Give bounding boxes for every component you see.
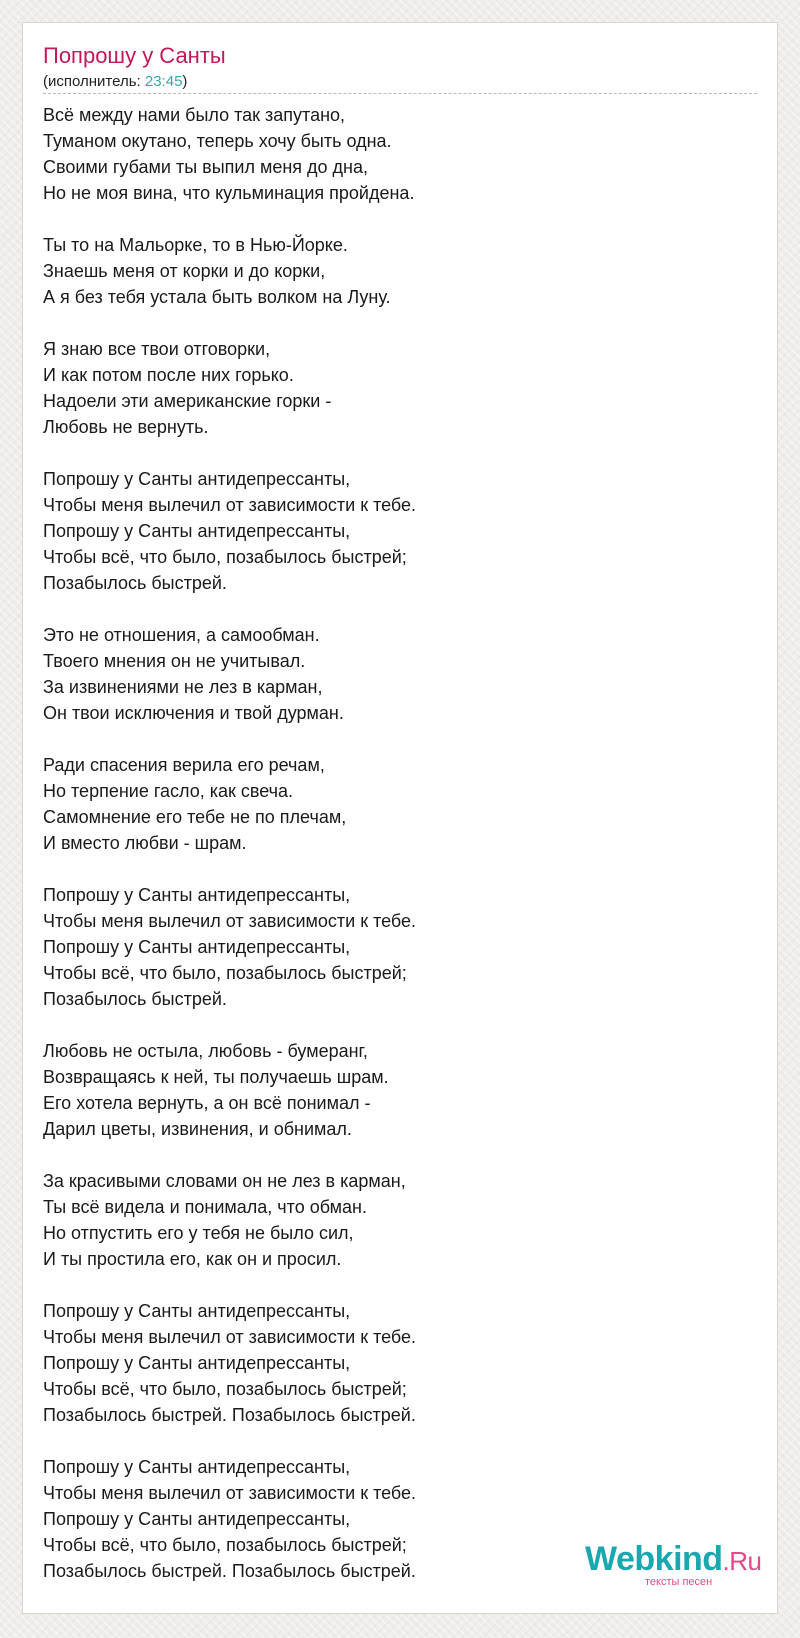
lyrics-line: Любовь не остыла, любовь - бумеранг, — [43, 1041, 368, 1061]
logo-subtitle: тексты песен — [645, 1576, 713, 1588]
lyrics-card — [22, 22, 778, 1614]
lyrics-line: Чтобы меня вылечил от зависимости к тебе. — [43, 911, 417, 931]
song-title: Попрошу у Санты — [43, 43, 226, 68]
lyrics-line: Туманом окутано, теперь хочу быть одна. — [43, 131, 392, 151]
lyrics-line: Своими губами ты выпил меня до дна, — [43, 157, 368, 177]
lyrics-line: Позабылось быстрей. — [43, 573, 227, 593]
lyrics-line: Попрошу у Санты антидепрессанты, — [43, 885, 351, 905]
lyrics-line: Ради спасения верила его речам, — [43, 755, 325, 775]
artist-link[interactable]: 23:45 — [144, 73, 183, 90]
lyrics-line: Чтобы меня вылечил от зависимости к тебе. — [43, 1483, 417, 1503]
title-divider — [43, 93, 757, 94]
lyrics-stanza — [43, 1038, 743, 1142]
lyrics-line: Попрошу у Санты антидепрессанты, — [43, 1457, 351, 1477]
lyrics-line: Но терпение гасло, как свеча. — [43, 781, 294, 801]
lyrics-line: Ты то на Мальорке, то в Нью-Йорке. — [43, 235, 348, 255]
lyrics-line: И ты простила его, как он и просил. — [43, 1249, 342, 1269]
lyrics-line: Но отпустить его у тебя не было сил, — [43, 1223, 354, 1243]
lyrics-line: Надоели эти американские горки - — [43, 391, 332, 411]
lyrics-line: Знаешь меня от корки и до корки, — [43, 261, 326, 281]
lyrics-stanza — [43, 232, 743, 310]
lyrics-line: Чтобы всё, что было, позабылось быстрей; — [43, 547, 407, 567]
lyrics-line: Я знаю все твои отговорки, — [43, 339, 271, 359]
lyrics-line: Это не отношения, а самообман. — [43, 625, 320, 645]
lyrics-line: Твоего мнения он не учитывал. — [43, 651, 306, 671]
lyrics-line: Любовь не вернуть. — [43, 417, 209, 437]
lyrics-stanza — [43, 336, 743, 440]
lyrics-line: И как потом после них горько. — [43, 365, 294, 385]
lyrics-line: Попрошу у Санты антидепрессанты, — [43, 937, 351, 957]
lyrics-line: Возвращаясь к ней, ты получаешь шрам. — [43, 1067, 389, 1087]
lyrics-line: Дарил цветы, извинения, и обнимал. — [43, 1119, 352, 1139]
logo-wordmark — [585, 1540, 762, 1580]
lyrics-line: Чтобы всё, что было, позабылось быстрей; — [43, 1535, 407, 1555]
lyrics-stanza — [43, 102, 743, 206]
lyrics-line: Его хотела вернуть, а он всё понимал - — [43, 1093, 371, 1113]
lyrics-line: Попрошу у Санты антидепрессанты, — [43, 469, 351, 489]
lyrics-text — [43, 102, 743, 1610]
artist-prefix: (исполнитель: — [43, 73, 145, 90]
lyrics-line: Всё между нами было так запутано, — [43, 105, 346, 125]
lyrics-line: Позабылось быстрей. Позабылось быстрей. — [43, 1405, 416, 1425]
lyrics-line: Чтобы меня вылечил от зависимости к тебе. — [43, 1327, 417, 1347]
lyrics-line: Попрошу у Санты антидепрессанты, — [43, 1509, 351, 1529]
lyrics-line: Позабылось быстрей. Позабылось быстрей. — [43, 1561, 416, 1581]
lyrics-line: Чтобы меня вылечил от зависимости к тебе. — [43, 495, 417, 515]
artist-line — [43, 73, 187, 91]
lyrics-stanza — [43, 882, 743, 1012]
lyrics-stanza — [43, 1168, 743, 1272]
lyrics-line: За красивыми словами он не лез в карман, — [43, 1171, 406, 1191]
lyrics-stanza — [43, 752, 743, 856]
lyrics-stanza — [43, 1298, 743, 1428]
lyrics-line: Попрошу у Санты антидепрессанты, — [43, 1353, 351, 1373]
lyrics-line: Самомнение его тебе не по плечам, — [43, 807, 347, 827]
lyrics-line: Попрошу у Санты антидепрессанты, — [43, 1301, 351, 1321]
lyrics-line: Но не моя вина, что кульминация пройдена. — [43, 183, 415, 203]
site-logo[interactable] — [585, 1540, 785, 1590]
logo-main-text: Webkind — [585, 1540, 723, 1578]
lyrics-line: Ты всё видела и понимала, что обман. — [43, 1197, 367, 1217]
lyrics-line: И вместо любви - шрам. — [43, 833, 247, 853]
lyrics-stanza — [43, 622, 743, 726]
lyrics-line: За извинениями не лез в карман, — [43, 677, 323, 697]
lyrics-line: Попрошу у Санты антидепрессанты, — [43, 521, 351, 541]
lyrics-line: Он твои исключения и твой дурман. — [43, 703, 344, 723]
lyrics-stanza — [43, 466, 743, 596]
lyrics-line: Чтобы всё, что было, позабылось быстрей; — [43, 963, 407, 983]
lyrics-line: А я без тебя устала быть волком на Луну. — [43, 287, 391, 307]
lyrics-line: Позабылось быстрей. — [43, 989, 227, 1009]
logo-tld-text: .Ru — [722, 1546, 762, 1576]
lyrics-line: Чтобы всё, что было, позабылось быстрей; — [43, 1379, 407, 1399]
artist-suffix: ) — [182, 73, 188, 90]
